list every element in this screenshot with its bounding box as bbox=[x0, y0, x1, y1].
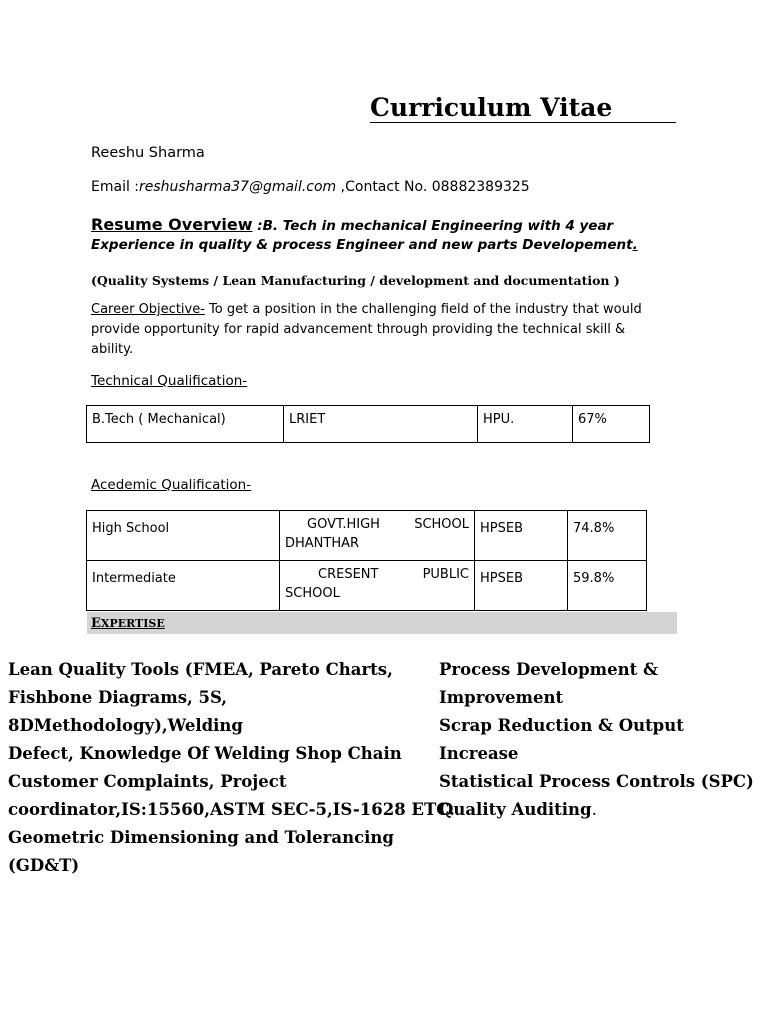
expertise-line: Fishbone Diagrams, 5S, bbox=[8, 688, 228, 707]
candidate-name: Reeshu Sharma bbox=[91, 145, 205, 161]
overview-separator: : bbox=[252, 218, 263, 234]
overview-heading: Resume Overview bbox=[91, 215, 253, 234]
expertise-line: Process Development & bbox=[439, 660, 658, 679]
table-row bbox=[87, 511, 647, 561]
expertise-heading-initial: E bbox=[91, 616, 101, 631]
expertise-line: Scrap Reduction & Output bbox=[439, 716, 684, 735]
institute-cell bbox=[280, 511, 475, 561]
board-cell: HPU. bbox=[478, 406, 573, 443]
expertise-line: (GD&T) bbox=[8, 856, 80, 875]
expertise-line: Lean Quality Tools (FMEA, Pareto Charts, bbox=[8, 660, 393, 679]
expertise-left-column bbox=[8, 656, 455, 880]
email-address[interactable]: reshusharma37@gmail.com bbox=[139, 179, 337, 195]
expertise-last-item: Quality Auditing bbox=[439, 800, 592, 819]
institute-cell bbox=[280, 561, 475, 611]
expertise-last-period: . bbox=[591, 800, 597, 819]
title-underline bbox=[370, 122, 676, 123]
contact-label: ,Contact No. bbox=[336, 179, 432, 195]
institute-word: GOVT.HIGH bbox=[307, 517, 380, 532]
institute-line bbox=[285, 565, 469, 584]
quality-systems-line: (Quality Systems / Lean Manufacturing / development and documentation ) bbox=[91, 273, 620, 288]
technical-qualification-table bbox=[86, 405, 650, 443]
institute-word: PUBLIC bbox=[422, 567, 469, 582]
institute-line: SCHOOL bbox=[285, 586, 340, 601]
career-objective bbox=[91, 300, 671, 360]
career-objective-text: To get a position in the challenging field of the industry that would provide opportunity for rapid advancement through providing the technical skill & ability. bbox=[91, 302, 642, 357]
page-title: Curriculum Vitae bbox=[370, 93, 613, 122]
institute-word: SCHOOL bbox=[414, 517, 469, 532]
expertise-line: Statistical Process Controls (SPC) bbox=[439, 772, 754, 791]
score-cell: 67% bbox=[573, 406, 650, 443]
contact-line bbox=[91, 179, 530, 195]
resume-overview bbox=[91, 215, 676, 255]
level-cell: High School bbox=[87, 511, 280, 561]
board-cell: HPSEB bbox=[475, 561, 568, 611]
score-cell: 59.8% bbox=[568, 561, 647, 611]
expertise-banner bbox=[87, 612, 677, 634]
board-cell: HPSEB bbox=[475, 511, 568, 561]
expertise-line: Geometric Dimensioning and Tolerancing bbox=[8, 828, 394, 847]
career-objective-heading: Career Objective- bbox=[91, 302, 205, 317]
institute-cell: LRIET bbox=[284, 406, 478, 443]
overview-end: . bbox=[632, 237, 638, 253]
expertise-line: Improvement bbox=[439, 688, 564, 707]
expertise-line bbox=[439, 796, 764, 824]
institute-line bbox=[285, 515, 469, 534]
academic-qualification-table bbox=[86, 510, 647, 611]
overview-text: B. Tech in mechanical Engineering with 4 year Experience in quality & process Engineer and new parts Developement bbox=[91, 218, 633, 253]
institute-word: CRESENT bbox=[318, 567, 379, 582]
technical-qualification-heading: Technical Qualification- bbox=[91, 373, 248, 389]
expertise-line: coordinator,IS:15560,ASTM SEC-5,IS-1628 ETC. bbox=[8, 800, 455, 819]
expertise-heading-rest: XPERTISE bbox=[100, 617, 165, 630]
email-label: Email : bbox=[91, 179, 140, 195]
degree-cell: B.Tech ( Mechanical) bbox=[87, 406, 284, 443]
academic-qualification-heading: Acedemic Qualification- bbox=[91, 477, 252, 493]
institute-line: DHANTHAR bbox=[285, 536, 360, 551]
expertise-line: 8DMethodology),Welding bbox=[8, 716, 243, 735]
table-row bbox=[87, 406, 650, 443]
expertise-line: Customer Complaints, Project bbox=[8, 772, 287, 791]
expertise-right-column bbox=[439, 656, 764, 824]
table-row bbox=[87, 561, 647, 611]
expertise-heading bbox=[91, 616, 165, 631]
level-cell: Intermediate bbox=[87, 561, 280, 611]
score-cell: 74.8% bbox=[568, 511, 647, 561]
phone-number: 08882389325 bbox=[431, 179, 530, 195]
expertise-line: Increase bbox=[439, 744, 519, 763]
expertise-line: Defect, Knowledge Of Welding Shop Chain bbox=[8, 744, 402, 763]
